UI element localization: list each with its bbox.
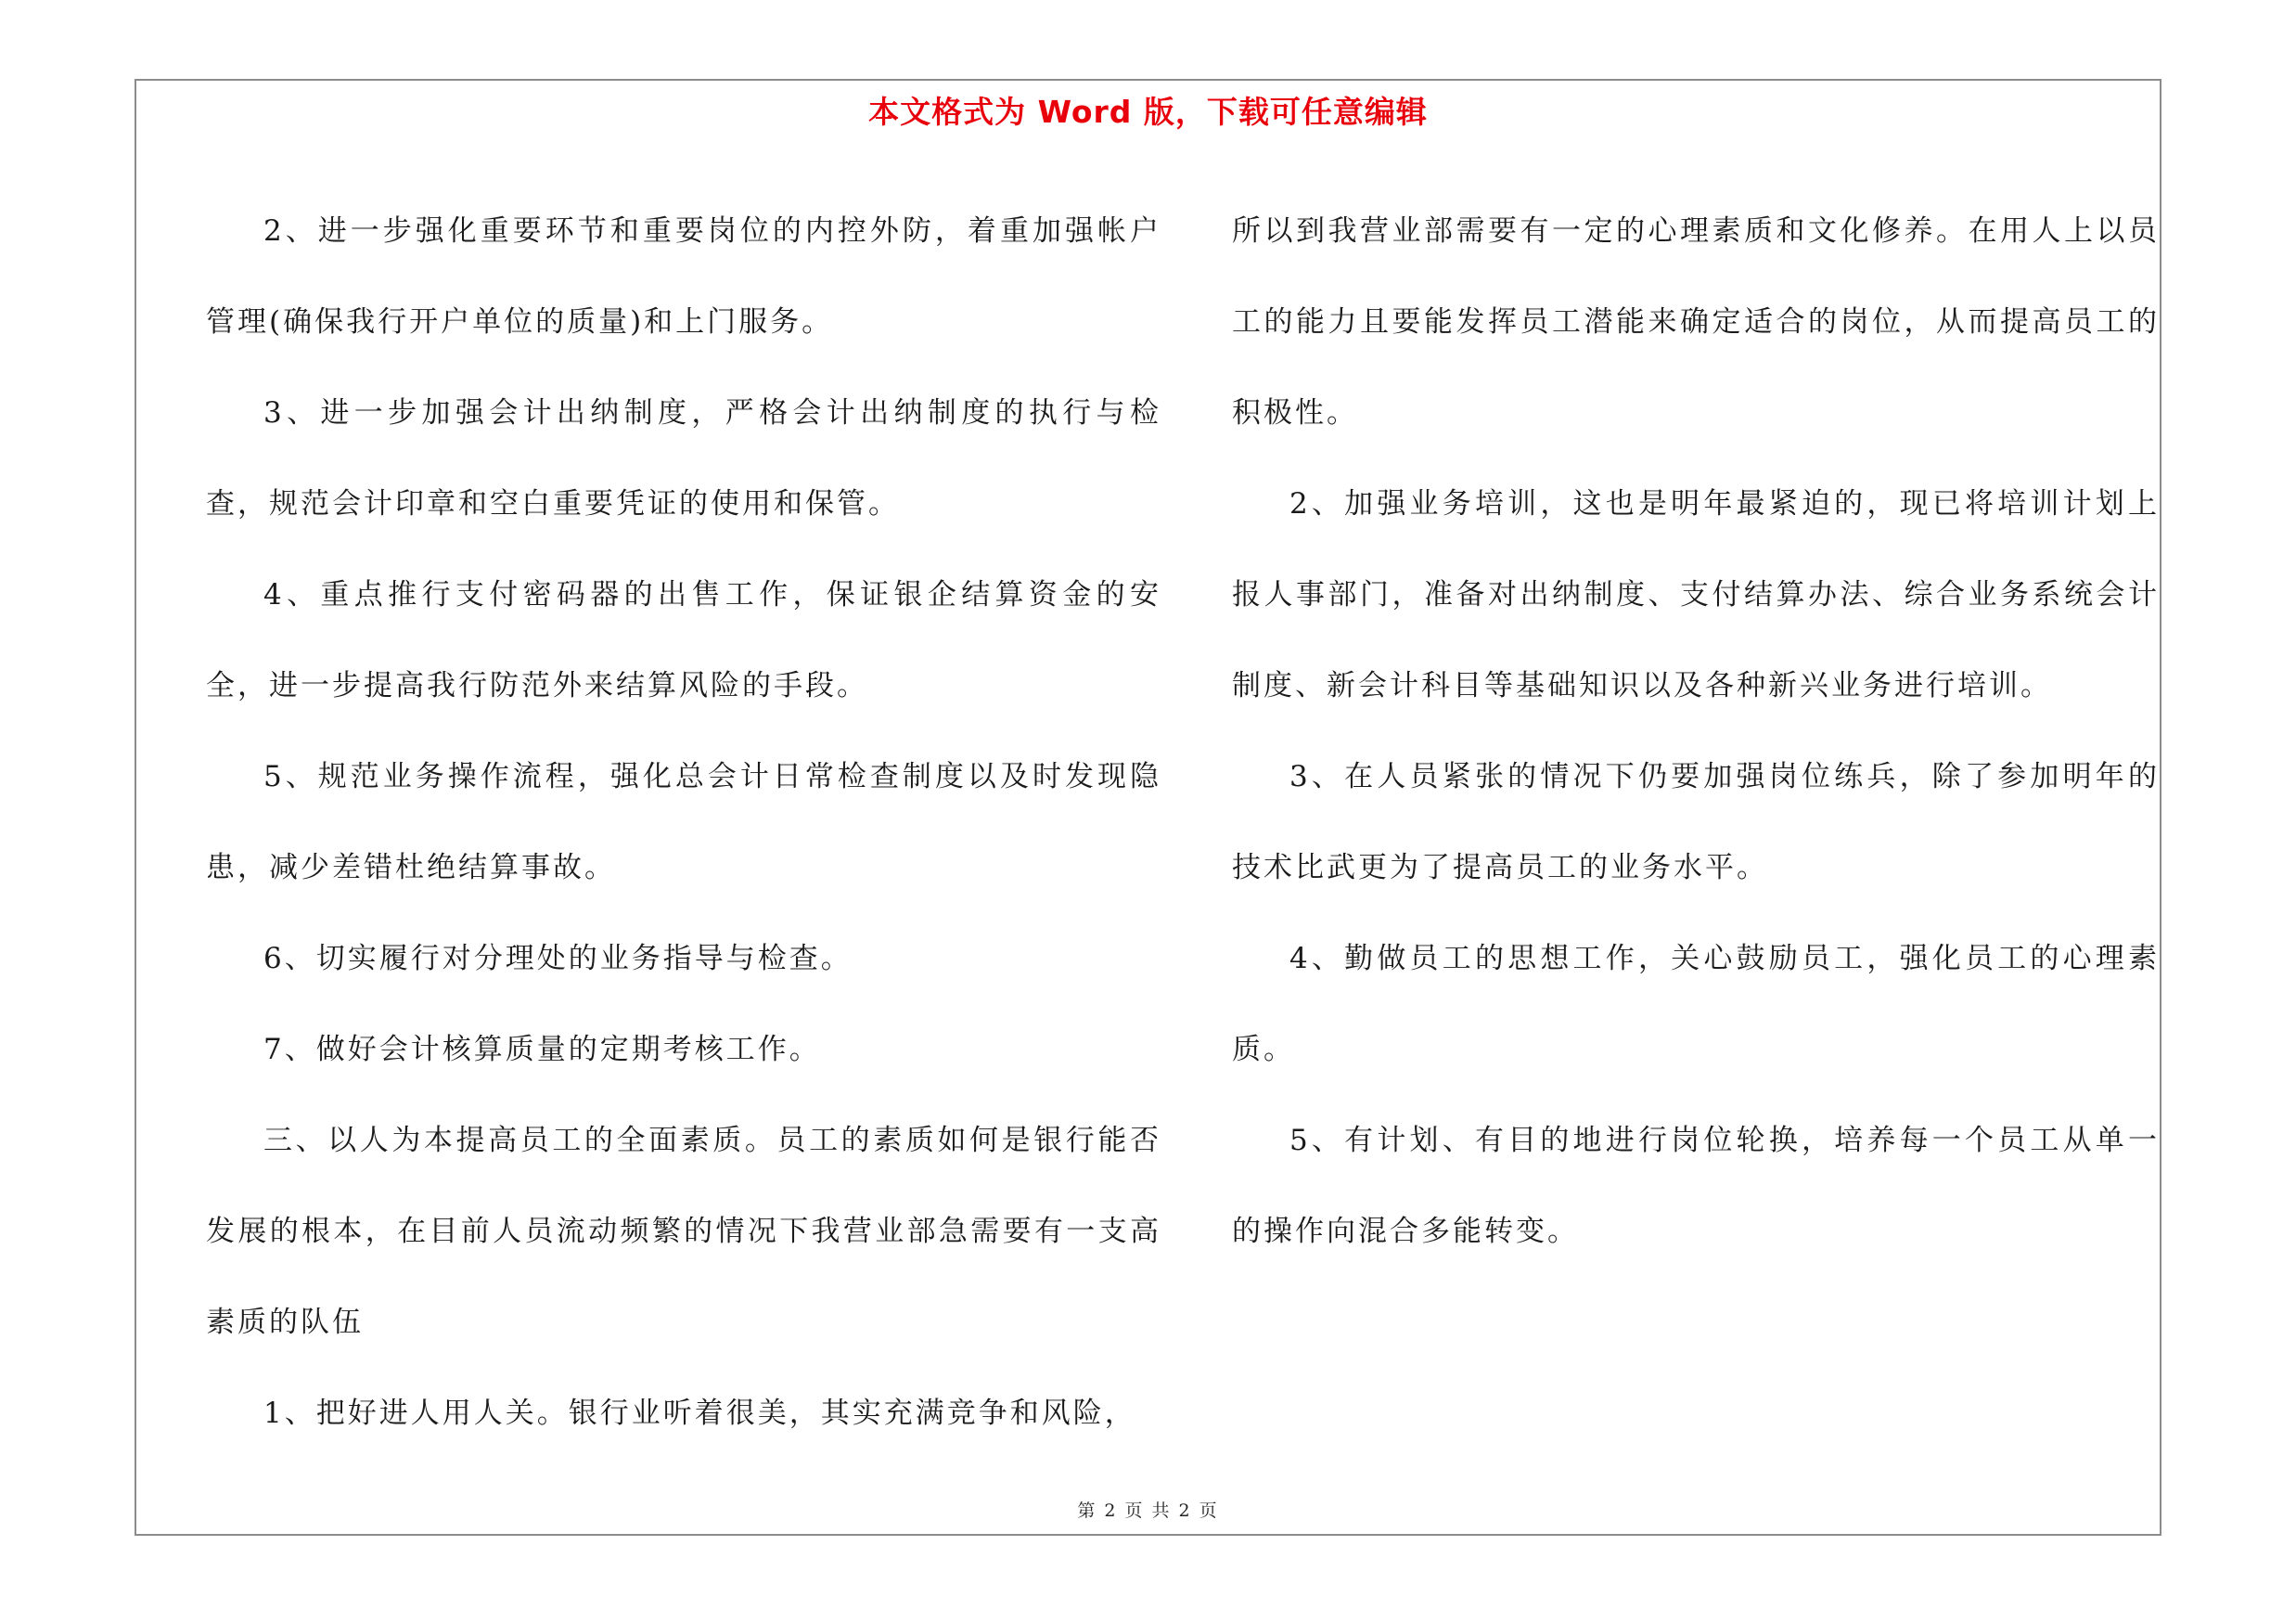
paragraph-item-6: 6、切实履行对分理处的业务指导与检查。 [263,942,853,975]
paragraph-staff-5: 5、有计划、有目的地进行岗位轮换，培养每一个员工从单一的操作向混合多能转变。 [1232,1124,2160,1248]
page-number-footer: 第 2 页 共 2 页 [1077,1501,1219,1521]
section-heading-three: 三、以人为本提高员工的全面素质。员工的素质如何是银行能否发展的根本，在目前人员流动频繁的情况下我营业部急需要有一支高素质的队伍 [206,1124,1161,1339]
paragraph-staff-1: 1、把好进人用人关。银行业听着很美，其实充满竞争和风险， [263,1397,1136,1430]
paragraph-item-3: 3、进一步加强会计出纳制度，严格会计出纳制度的执行与检查，规范会计印章和空白重要凭证的使用和保管。 [206,396,1161,521]
paragraph-staff-2: 2、加强业务培训，这也是明年最紧迫的，现已将培训计划上报人事部门，准备对出纳制度、支付结算办法、综合业务系统会计制度、新会计科目等基础知识以及各种新兴业务进行培训。 [1232,487,2160,702]
paragraph-staff-3: 3、在人员紧张的情况下仍要加强岗位练兵，除了参加明年的技术比武更为了提高员工的业务水平。 [1232,760,2160,884]
left-column [206,186,1161,1459]
paragraph-staff-4: 4、勤做员工的思想工作，关心鼓励员工，强化员工的心理素质。 [1232,942,2160,1066]
right-column [1232,186,2160,1277]
paragraph-item-7: 7、做好会计核算质量的定期考核工作。 [263,1033,821,1066]
word-format-banner: 本文格式为 Word 版，下载可任意编辑 [868,94,1428,130]
paragraph-item-2: 2、进一步强化重要环节和重要岗位的内控外防，着重加强帐户管理(确保我行开户单位的质量)和上门服务。 [206,214,1161,339]
paragraph-item-5: 5、规范业务操作流程，强化总会计日常检查制度以及时发现隐患，减少差错杜绝结算事故。 [206,760,1161,884]
paragraph-continuation: 所以到我营业部需要有一定的心理素质和文化修养。在用人上以员工的能力且要能发挥员工潜能来确定适合的岗位，从而提高员工的积极性。 [1232,214,2160,430]
paragraph-item-4: 4、重点推行支付密码器的出售工作，保证银企结算资金的安全，进一步提高我行防范外来结算风险的手段。 [206,578,1161,702]
